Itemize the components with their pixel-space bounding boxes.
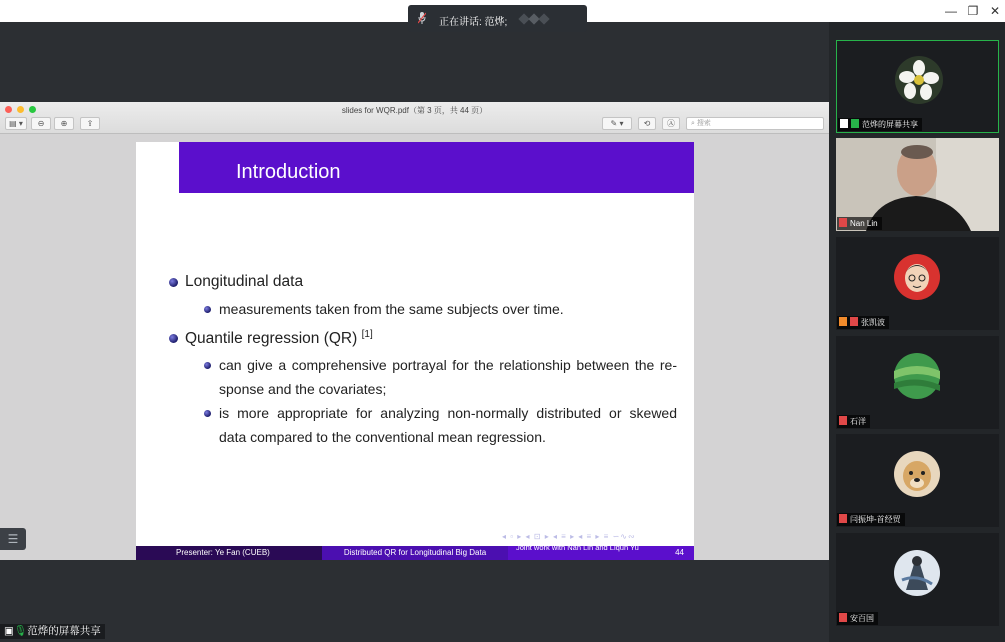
participant-name: 闫振坤-首经贸 <box>850 515 901 524</box>
minimize-button[interactable]: — <box>945 4 957 18</box>
participant-tile[interactable] <box>836 533 999 626</box>
landscape-avatar <box>894 353 940 399</box>
participant-label <box>838 118 922 131</box>
search-input[interactable] <box>686 117 824 130</box>
slide-title: Introduction <box>236 161 341 183</box>
bullet-text: Longitudinal data <box>185 273 304 290</box>
search-placeholder: 搜索 <box>696 120 711 127</box>
sub-bullet-text-line: data compared to the conventional mean regression. <box>219 429 546 445</box>
sidebar-toggle-button[interactable]: ▤ ▾ <box>5 117 27 130</box>
screen-share-label <box>0 624 105 639</box>
participant-label <box>837 316 889 329</box>
bullet-icon <box>169 278 178 287</box>
share-button[interactable]: ⇪ <box>80 117 100 130</box>
annotate-button[interactable]: Ⓐ <box>662 117 680 130</box>
mic-muted-icon <box>839 613 847 622</box>
slide-header <box>179 142 694 193</box>
zoom-in-button[interactable]: ⊕ <box>54 117 74 130</box>
user-icon <box>839 317 847 326</box>
mic-icon <box>418 12 426 24</box>
footer-joint <box>508 543 694 560</box>
participant-label <box>837 415 870 428</box>
sub-bullet-icon <box>204 362 211 369</box>
citation[interactable]: [1] <box>361 329 373 340</box>
participant-tile[interactable] <box>836 138 999 231</box>
bullet-icon <box>169 334 178 343</box>
pdf-title: slides for WQR.pdf（第 3 页，共 44 页） <box>341 106 488 115</box>
mic-muted-icon <box>839 218 847 227</box>
participant-name: 张凯波 <box>861 318 885 327</box>
search-icon: ⌕ <box>691 120 697 127</box>
footer-page-number: 44 <box>675 548 684 557</box>
zoom-out-button[interactable]: ⊖ <box>31 117 51 130</box>
participant-tile[interactable] <box>836 40 999 133</box>
flower-avatar <box>895 56 943 104</box>
photo-avatar <box>894 550 940 596</box>
participant-name: 范烨的屏幕共享 <box>862 120 918 129</box>
footer-presenter: Presenter: Ye Fan (CUEB) <box>136 546 322 560</box>
sub-bullet-icon <box>204 306 211 313</box>
slide-footer <box>136 543 694 560</box>
dog-avatar <box>894 451 940 497</box>
menu-icon[interactable]: ☰ <box>0 528 26 550</box>
participant-name: 安百国 <box>850 614 874 623</box>
participant-label <box>837 217 882 230</box>
sub-bullet-text-line: sponse and the covariates; <box>219 381 387 397</box>
sub-bullet-icon <box>204 410 211 417</box>
speaking-label: 正在讲话: 范烨; <box>439 17 508 28</box>
participant-tile[interactable] <box>836 336 999 429</box>
participant-tile[interactable] <box>836 434 999 527</box>
speaking-indicator <box>408 5 587 32</box>
close-button[interactable]: ✕ <box>989 4 1001 18</box>
screen-share-icon <box>840 119 848 128</box>
rotate-button[interactable]: ⟲ <box>638 117 656 130</box>
markup-button[interactable]: ✎ ▾ <box>602 117 632 130</box>
sub-bullet-text: measurements taken from the same subjects over time. <box>219 301 564 317</box>
screen-share-icon: ▣ <box>4 625 14 637</box>
mic-muted-icon <box>839 416 847 425</box>
participant-tile[interactable] <box>836 237 999 330</box>
restore-button[interactable]: ❐ <box>967 4 979 18</box>
slide-page <box>136 142 694 560</box>
footer-topic: Distributed QR for Longitudinal Big Data <box>322 546 508 560</box>
sub-bullet-text-line: can give a comprehensive portrayal for the relationship between the re- <box>219 357 677 373</box>
screen-share-name: 范烨的屏幕共享 <box>27 625 101 637</box>
mic-muted-icon <box>839 514 847 523</box>
footer-joint-text: Joint work with Nan Lin and Liqun Yu <box>516 543 639 552</box>
bullet-text-main: Quantile regression (QR) <box>185 330 358 348</box>
mic-muted-icon <box>850 317 858 326</box>
participant-label <box>837 612 878 625</box>
beamer-navigation-symbols[interactable]: ◂ ▫ ▸ ◂ ⊡ ▸ ◂ ≡ ▸ ◂ ≡ ▸ ≡ ∽∿∾ <box>502 532 636 541</box>
sub-bullet-text-line: is more appropriate for analyzing non-normally distributed or skewed <box>219 405 677 421</box>
cartoon-avatar <box>894 254 940 300</box>
mic-on-icon <box>851 119 859 128</box>
participant-label <box>837 513 905 526</box>
blurred-name-decoration <box>516 12 564 26</box>
participant-name: 石洋 <box>850 417 866 426</box>
pdf-titlebar <box>0 102 829 134</box>
bullet-text <box>185 329 373 348</box>
participant-name: Nan Lin <box>850 219 878 228</box>
mic-on-icon: 🎙 <box>13 625 28 637</box>
